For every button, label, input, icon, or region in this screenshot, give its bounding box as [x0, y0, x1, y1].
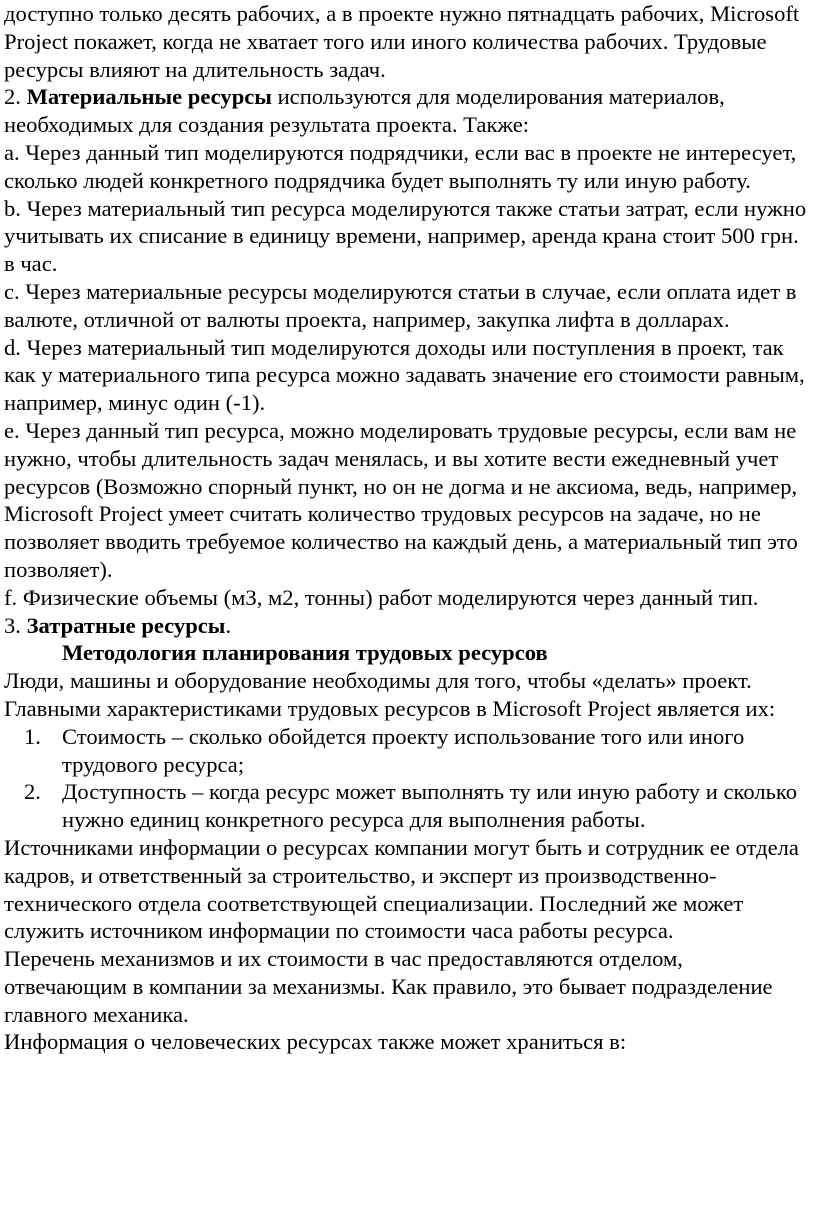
term-material-resources: Материальные ресурсы [26, 84, 272, 110]
list-item [4, 723, 810, 779]
paragraph-mechanisms: Перечень механизмов и их стоимости в час предоставляются отделом, отвечающим в компании за механизмы. Как правило, это бывает подразделение главного механика. [4, 946, 773, 1027]
characteristics-list [4, 723, 810, 834]
paragraph-intro: Люди, машины и оборудование необходимы для того, чтобы «делать» проект. Главными характеристиками трудовых ресурсов в Microsoft Project является их: [4, 668, 776, 721]
item-number: 2. [4, 84, 27, 110]
list-item-number: 1. [24, 723, 41, 749]
paragraph-cost-resources [4, 612, 810, 640]
section-heading: Методология планирования трудовых ресурсов [62, 640, 548, 666]
paragraph-item-c: c. Через материальные ресурсы моделируются статьи в случае, если оплата идет в валюте, отличной от валюты проекта, например, закупка лифта в долларах. [4, 278, 797, 332]
paragraph-human-resources: Информация о человеческих ресурсах также может храниться в: [4, 1029, 627, 1055]
paragraph-item-a: a. Через данный тип моделируются подрядчики, если вас в проекте не интересует, сколько людей конкретного подрядчика будет выполнять ту или иную работу. [4, 139, 797, 193]
item-number: 3. [4, 612, 27, 638]
term-cost-resources: Затратные ресурсы [26, 612, 226, 638]
paragraph-info-sources: Источниками информации о ресурсах компании могут быть и сотрудник ее отдела кадров, и ответственный за строительство, и эксперт из производственно-технического отдела соответствующей специализации. Последний же может служить источником информации по стоимости часа работы ресурса. [4, 834, 799, 944]
paragraph-item-d: d. Через материальный тип моделируются доходы или поступления в проект, так как у материального типа ресурса можно задавать значение его стоимости равным, например, минус один (-1). [4, 334, 805, 416]
list-item [4, 778, 810, 834]
paragraph-item-f: f. Физические объемы (м3, м2, тонны) работ моделируются через данный тип. [4, 584, 759, 610]
paragraph-material-resources [4, 83, 810, 139]
list-item-text: Стоимость – сколько обойдется проекту использование того или иного трудового ресурса; [62, 723, 745, 777]
paragraph-item-e: e. Через данный тип ресурса, можно моделировать трудовые ресурсы, если вам не нужно, чтобы длительность задач менялась, и вы хотите вести ежедневный учет ресурсов (Возможно спорный пункт, но он не догма и не аксиома, ведь, например, Microsoft Project умеет считать количество трудовых ресурсов на задаче, но не позволяет вводить требуемое количество на каждый день, а материальный тип это позволяет). [4, 417, 798, 582]
paragraph-text: . [225, 612, 232, 638]
paragraph-labor-resources-end: доступно только десять рабочих, а в проекте нужно пятнадцать рабочих, Microsoft Project покажет, когда не хватает того или иного количества рабочих. Трудовые ресурсы влияют на длительность задач. [4, 1, 800, 82]
paragraph-item-b: b. Через материальный тип ресурса моделируются также статьи затрат, если нужно учитывать их списание в единицу времени, например, аренда крана стоит 500 грн. в час. [4, 195, 807, 277]
list-item-number: 2. [24, 779, 41, 805]
paragraph-text: используются для моделирования материалов, необходимых для создания результата проекта. Также: [4, 84, 725, 138]
list-item-text: Доступность – когда ресурс может выполнять ту или иную работу и сколько нужно единиц конкретного ресурса для выполнения работы. [62, 779, 798, 833]
